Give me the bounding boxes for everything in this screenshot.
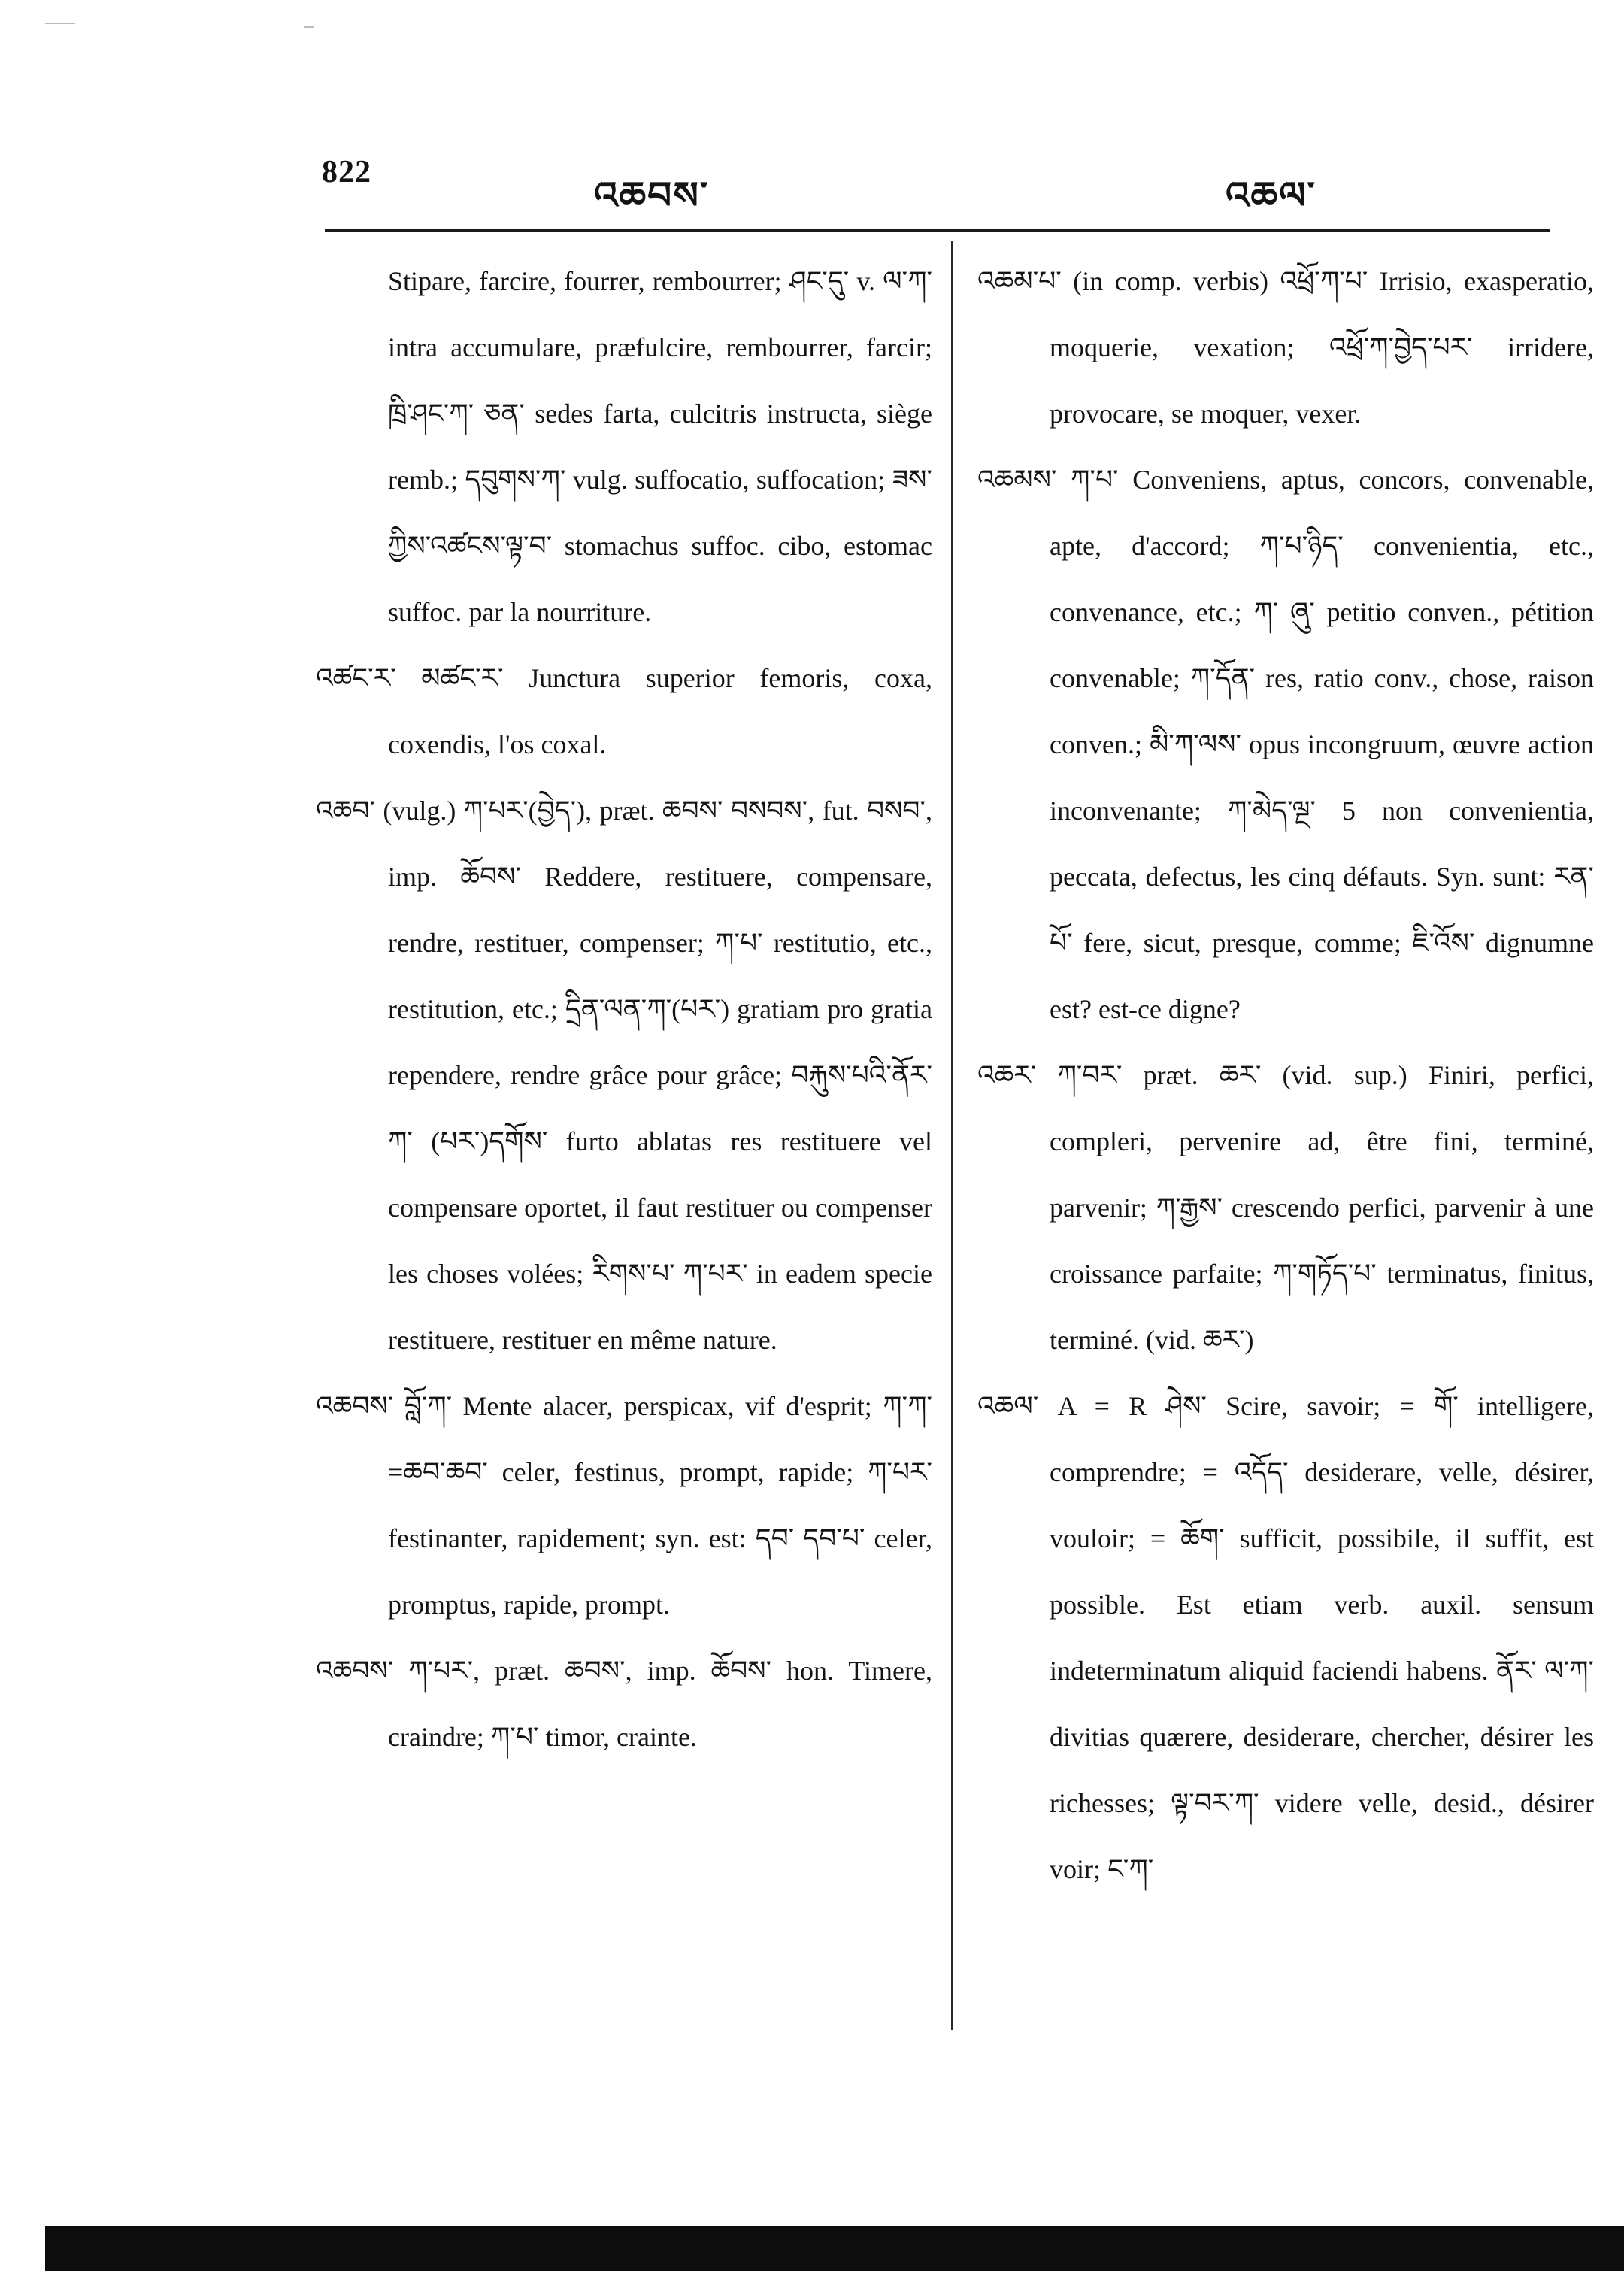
- dictionary-entry: [977, 1042, 1594, 1373]
- right-running-head: འཆལ་: [1226, 174, 1316, 217]
- right-column: [977, 248, 1594, 1902]
- entry-text: འཆབས་ བློ་ཀ་ Mente alacer, perspicax, vif d'esprit; ཀ་ཀ་=ཆབ་ཆབ་ celer, festinus, prompt, rapide; ཀ་པར་ festinanter, rapidement; syn. est: དབ་ དབ་པ་ celer, promptus, rapide, prompt.: [316, 1391, 932, 1620]
- column-divider: [951, 241, 953, 2030]
- dictionary-entry: [316, 777, 932, 1373]
- left-column: [316, 248, 932, 1770]
- dictionary-entry: [316, 248, 932, 645]
- scan-edge-bar: [45, 2226, 1624, 2271]
- dictionary-entry: [316, 645, 932, 777]
- entry-text: འཆལ་ A = R ཤེས་ Scire, savoir; = གོ་ intelligere, comprendre; = འདོད་ desiderare, velle, désirer, vouloir; = ཆོག་ sufficit, possibile, il suffit, est possible. Est etiam verb. auxil. sensum indeterminatum aliquid faciendi habens. ནོར་ ལ་ཀ་ divitias quærere, desiderare, chercher, désirer les richesses; ལྟ་བར་ཀ་ videre velle, desid., désirer voir; ང་ཀ་: [977, 1391, 1594, 1884]
- entry-text: Stipare, farcire, fourrer, rembourrer; ཤང་དུ་ v. ལ་ཀ་ intra accumulare, præfulcire, rembourrer, farcir; ཁྲི་ཤང་ཀ་ ཅན་ sedes farta, culcitris instructa, siège remb.; དབུགས་ཀ་ vulg. suffocatio, suffocation; ཟས་ཀྱིས་འཚངས་ལྟ་བ་ stomachus suffoc. cibo, estomac suffoc. par la nourriture.: [388, 266, 932, 627]
- header-rule: [325, 229, 1550, 232]
- left-running-head: འཆབས་: [594, 174, 710, 217]
- entry-text: འཆམ་པ་ (in comp. verbis) འཕྲོ་ཀ་པ་ Irrisio, exasperatio, moquerie, vexation; འཕྲོ་ཀ་བྱེད་པར་ irridere, provocare, se moquer, vexer.: [977, 266, 1594, 429]
- entry-text: འཆམས་ ཀ་པ་ Conveniens, aptus, concors, convenable, apte, d'accord; ཀ་པ་ཉིད་ convenientia, etc., convenance, etc.; ཀ་ ཞུ་ petitio conven., pétition convenable; ཀ་དོན་ res, ratio conv., chose, raison conven.; མི་ཀ་ལས་ opus incongruum, œuvre action inconvenante; ཀ་མེད་ལྔ་ 5 non convenientia, peccata, defectus, les cinq défauts. Syn. sunt: རན་པོ་ fere, sicut, presque, comme; ཇི་འོས་ dignumne est? est-ce digne?: [977, 465, 1594, 1024]
- entry-text: འཆར་ ཀ་བར་ præt. ཆར་ (vid. sup.) Finiri, perfici, compleri, pervenire ad, être fini, terminé, parvenir; ཀ་རྒྱས་ crescendo perfici, parvenir à une croissance parfaite; ཀ་གཏོད་པ་ terminatus, finitus, terminé. (vid. ཆར་): [977, 1060, 1594, 1355]
- dictionary-entry: [316, 1638, 932, 1770]
- dictionary-entry: [316, 1373, 932, 1638]
- entry-text: འཚང་ར་ མཚང་ར་ Junctura superior femoris, coxa, coxendis, l'os coxal.: [316, 663, 932, 759]
- dictionary-entry: [977, 248, 1594, 447]
- entry-text: འཆབས་ ཀ་པར་, præt. ཆབས་, imp. ཆོབས་ hon. Timere, craindre; ཀ་པ་ timor, crainte.: [316, 1656, 932, 1752]
- dictionary-entry: [977, 1373, 1594, 1902]
- page-number: 822: [322, 155, 371, 189]
- dictionary-entry: [977, 447, 1594, 1042]
- scan-mark: [45, 23, 75, 24]
- entry-text: འཆབ་ (vulg.) ཀ་པར་(བྱེད་), præt. ཆབས་ བསབས་, fut. བསབ་, imp. ཆོབས་ Reddere, restituere, compensare, rendre, restituer, compenser; ཀ་པ་ restitutio, etc., restitution, etc.; དྲིན་ལན་ཀ་(པར་) gratiam pro gratia rependere, rendre grâce pour grâce; བརྐུས་པའི་ནོར་ཀ་ (པར་)དགོས་ furto ablatas res restituere vel compensare oportet, il faut restituer ou compenser les choses volées; རིགས་པ་ ཀ་པར་ in eadem specie restituere, restituer en même nature.: [316, 796, 932, 1355]
- scan-mark: [304, 26, 314, 28]
